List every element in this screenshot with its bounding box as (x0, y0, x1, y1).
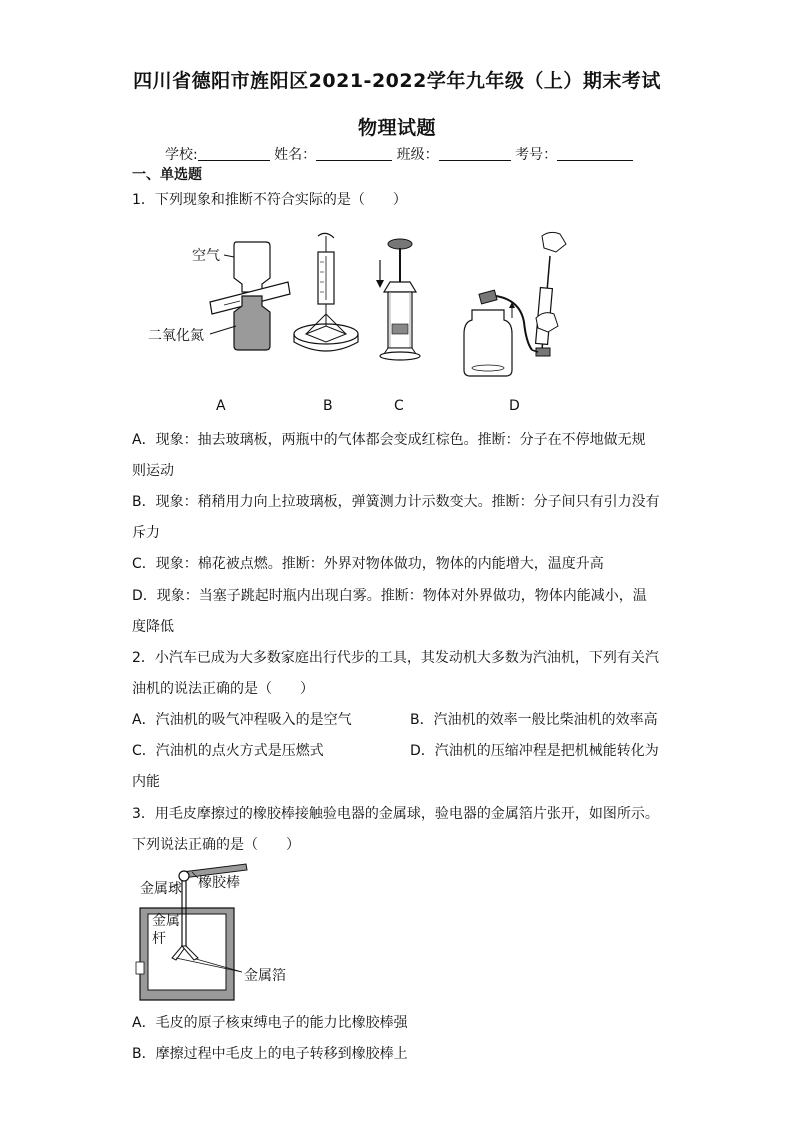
metal-stem-label-2: 杆 (152, 931, 166, 947)
q2-stem: 2．小汽车已成为大多数家庭出行代步的工具，其发动机大多数为汽油机，下列有关汽 (132, 650, 659, 666)
q2-option-a[interactable]: A．汽油机的吸气冲程吸入的是空气 (132, 712, 352, 728)
exam-no-label: 考号： (515, 147, 558, 163)
q1-option-d[interactable]: D．现象：当塞子跳起时瓶内出现白雾。推断：物体对外界做功，物体内能减小，温 (132, 588, 647, 604)
compression-tube-apparatus (376, 239, 420, 360)
q1-figure (140, 222, 590, 392)
q3-stem: 3．用毛皮摩擦过的橡胶棒接触验电器的金属球，验电器的金属箔片张开，如图所示。 (132, 806, 659, 822)
no2-label: 二氧化氮 (148, 328, 204, 344)
q2-option-d-cont: 内能 (132, 774, 160, 790)
q2-option-c[interactable]: C．汽油机的点火方式是压燃式 (132, 743, 324, 759)
q1-option-c[interactable]: C．现象：棉花被点燃。推断：外界对物体做功，物体的内能增大，温度升高 (132, 556, 604, 572)
panel-label-b: B (323, 398, 333, 414)
panel-label-c: C (394, 398, 404, 414)
class-field[interactable] (439, 146, 511, 161)
page-subtitle: 物理试题 (357, 117, 436, 139)
q1-option-d-cont: 度降低 (132, 619, 174, 635)
q3-stem-cont: 下列说法正确的是（ ） (132, 837, 300, 853)
metal-stem-label-1: 金属 (152, 913, 180, 929)
q1-option-a[interactable]: A．现象：抽去玻璃板，两瓶中的气体都会变成红棕色。推断：分子在不停地做无规 (132, 432, 646, 448)
exam-no-field[interactable] (557, 146, 633, 161)
section-heading: 一、单选题 (132, 167, 202, 183)
panel-label-d: D (509, 398, 520, 414)
q3-option-a[interactable]: A．毛皮的原子核束缚电子的能力比橡胶棒强 (132, 1015, 408, 1031)
metal-foil-label: 金属箔 (244, 968, 286, 984)
student-info-line (165, 145, 633, 165)
pump-bottle-apparatus (464, 232, 566, 376)
page-title: 四川省德阳市旌阳区2021-2022学年九年级（上）期末考试 (133, 70, 661, 92)
diffusion-apparatus (148, 242, 290, 350)
class-label: 班级： (396, 147, 439, 163)
q1-option-a-cont: 则运动 (132, 463, 174, 479)
metal-ball-label: 金属球 (140, 881, 182, 897)
school-label: 学校: (165, 147, 198, 163)
q2-stem-cont: 油机的说法正确的是（ ） (132, 681, 314, 697)
school-field[interactable] (198, 146, 270, 161)
q1-option-b-cont: 斥力 (132, 525, 160, 541)
air-label: 空气 (192, 248, 220, 264)
rubber-rod-label: 橡胶棒 (198, 875, 240, 891)
q1-stem: 1．下列现象和推断不符合实际的是（ ） (132, 192, 407, 208)
q2-option-b[interactable]: B．汽油机的效率一般比柴油机的效率高 (410, 712, 658, 728)
q2-option-d[interactable]: D．汽油机的压缩冲程是把机械能转化为 (410, 743, 659, 759)
name-label: 姓名： (274, 147, 317, 163)
q3-option-b[interactable]: B．摩擦过程中毛皮上的电子转移到橡胶棒上 (132, 1046, 408, 1062)
panel-label-a: A (216, 398, 226, 414)
spring-scale-apparatus (294, 233, 358, 351)
q1-option-b[interactable]: B．现象：稍稍用力向上拉玻璃板，弹簧测力计示数变大。推断：分子间只有引力没有 (132, 494, 660, 510)
name-field[interactable] (316, 146, 392, 161)
